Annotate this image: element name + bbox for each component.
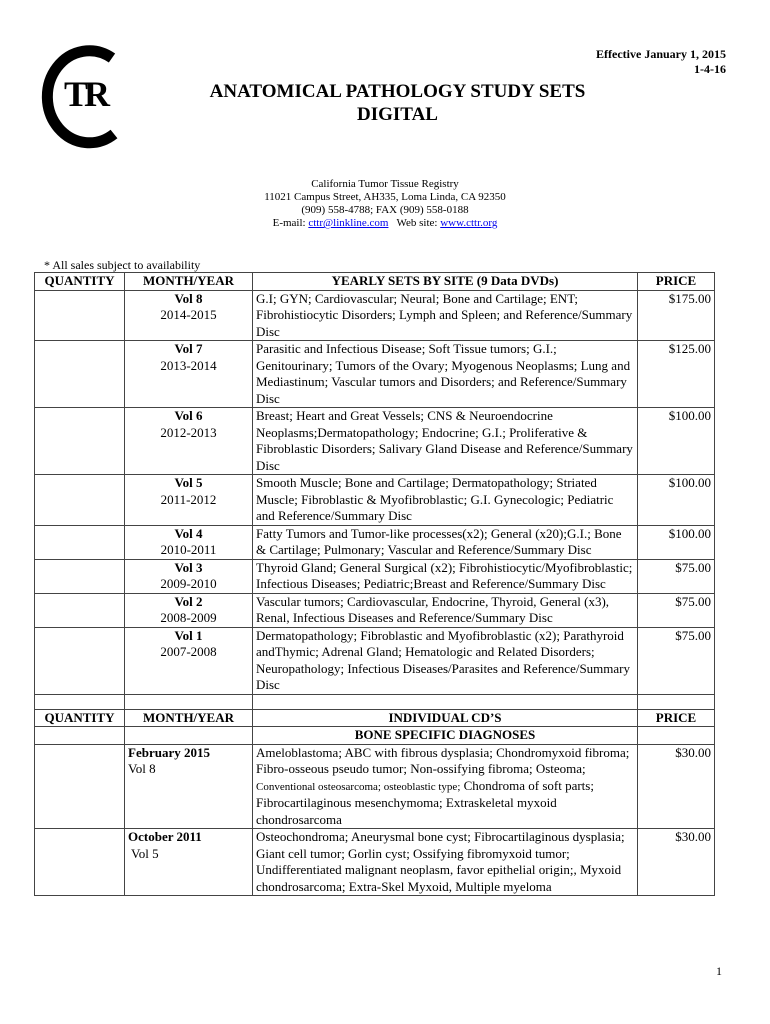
month-year-cell [125,829,253,896]
individual-cd-row [35,744,715,829]
spacer-cell [638,694,715,709]
yearly-set-row [35,559,715,593]
yearly-set-row [35,341,715,408]
price-cell: $100.00 [638,525,715,559]
month-year-cell [125,475,253,526]
category-heading: BONE SPECIFIC DIAGNOSES [253,727,638,745]
yearly-header-row [35,273,715,291]
volume-label: Vol 6 [174,408,203,423]
quantity-cell[interactable] [35,744,125,829]
effective-line: Effective January 1, 2015 [596,47,726,61]
set-description: Breast; Heart and Great Vessels; CNS & Neuroendocrine Neoplasms;Dermatopathology; Endocrine; G.I.; Proliferative & Fibroblastic Disorders; Salivary Gland Disease and Reference/Summary Disc [253,408,638,475]
release-month: October 2011 [128,829,202,844]
quantity-cell[interactable] [35,593,125,627]
year-range: 2007-2008 [160,644,217,659]
phone-fax: (909) 558-4788; FAX (909) 558-0188 [301,204,469,216]
individual-header-cell: MONTH/YEAR [125,709,253,727]
month-year-cell [125,290,253,341]
yearly-set-row [35,475,715,526]
year-range: 2013-2014 [160,357,217,373]
month-year-cell [125,627,253,694]
address-block [0,178,770,230]
yearly-set-row [35,408,715,475]
yearly-set-row [35,290,715,341]
website-link[interactable]: www.cttr.org [440,217,498,229]
effective-date [596,47,726,77]
month-year-cell [125,525,253,559]
volume-label: Vol 2 [174,593,203,609]
quantity-cell[interactable] [35,475,125,526]
yearly-set-row [35,627,715,694]
price-cell: $30.00 [638,744,715,829]
individual-header-row [35,709,715,727]
diagnoses-small-text: Conventional osteosarcoma; osteoblastic type; [256,780,461,793]
diagnoses-text-cont: Chondroma of soft parts; Fibrocartilaginous mesenchymoma; Extraskeletal myxoid chondrosarcoma [256,777,594,827]
volume-label: Vol 4 [174,525,203,541]
price-cell: $100.00 [638,475,715,526]
quantity-cell[interactable] [35,408,125,475]
year-range: 2014-2015 [160,307,217,322]
empty-cell [35,727,125,745]
empty-cell [638,727,715,745]
year-range: 2010-2011 [160,542,217,557]
spacer-cell [125,694,253,709]
individual-header-cell: PRICE [638,709,715,727]
quantity-cell[interactable] [35,559,125,593]
individual-header-cell: INDIVIDUAL CD’S [253,709,638,727]
year-range: 2012-2013 [160,424,217,440]
volume-label: Vol 7 [174,341,203,356]
page-title [0,80,770,126]
volume-label: Vol 8 [174,290,203,306]
set-description: Thyroid Gland; General Surgical (x2); Fibrohistiocytic/Myofibroblastic; Infectious Diseases; Pediatric;Breast and Reference/Summary Disc [253,559,638,593]
web-label: Web site: [396,217,438,229]
year-range: 2008-2009 [160,610,217,625]
quantity-cell[interactable] [35,341,125,408]
price-cell: $75.00 [638,559,715,593]
quantity-cell[interactable] [35,525,125,559]
month-year-cell [125,408,253,475]
set-description: Fatty Tumors and Tumor-like processes(x2); General (x20);G.I.; Bone & Cartilage; Pulmonary; Vascular and Reference/Summary Disc [253,525,638,559]
individual-cd-row [35,829,715,896]
price-table [34,272,715,896]
quantity-cell[interactable] [35,627,125,694]
quantity-cell[interactable] [35,290,125,341]
availability-note: * All sales subject to availability [44,258,201,272]
set-description: Vascular tumors; Cardiovascular, Endocrine, Thyroid, General (x3), Renal, Infectious Diseases and Reference/Summary Disc [253,593,638,627]
set-description: Dermatopathology; Fibroblastic and Myofibroblastic (x2); Parathyroid andThymic; Adrenal Gland; Hematologic and Related Disorders; Neuropathology; Infectious Diseases/Parasites and Reference/Summary Disc [253,627,638,694]
month-year-cell [125,559,253,593]
svg-text:R: R [84,74,110,114]
volume-label: Vol 8 [128,761,156,776]
volume-label: Vol 3 [174,559,203,575]
street-address: 11021 Campus Street, AH335, Loma Linda, CA 92350 [264,191,506,203]
email-label: E-mail: [272,217,306,229]
yearly-set-row [35,593,715,627]
page-number: 1 [716,964,722,978]
price-cell: $75.00 [638,627,715,694]
yearly-set-row [35,525,715,559]
price-table-body [35,273,715,896]
set-description: Parasitic and Infectious Disease; Soft Tissue tumors; G.I.; Genitourinary; Tumors of the Ovary; Myogenous Neoplasms; Lung and Mediastinum; Vascular tumors and Disorders; and Reference/Summary Disc [253,341,638,408]
set-description: G.I; GYN; Cardiovascular; Neural; Bone and Cartilage; ENT; Fibrohistiocytic Disorders; Lymph and Spleen; and Reference/Summary Disc [253,290,638,341]
diagnoses-text: Osteochondroma; Aneurysmal bone cyst; Fibrocartilaginous dysplasia; Giant cell tumor; Gorlin cyst; Ossifying fibromyxoid tumor; Undifferentiated malignant neoplasm, favor epithelial origin;, Myxoid chondrosarcoma; Extra-Skel Myxoid, Multiple myeloma [256,829,625,894]
quantity-cell[interactable] [35,829,125,896]
empty-cell [125,727,253,745]
yearly-header-cell: MONTH/YEAR [125,273,253,291]
title-line-1: ANATOMICAL PATHOLOGY STUDY SETS [209,81,586,102]
price-cell: $125.00 [638,341,715,408]
category-row [35,727,715,745]
price-cell: $100.00 [638,408,715,475]
contact-line [0,217,770,230]
revision-line: 1-4-16 [694,62,726,76]
email-link[interactable]: cttr@linkline.com [308,217,389,229]
volume-label: Vol 5 [128,845,159,861]
yearly-header-cell: YEARLY SETS BY SITE (9 Data DVDs) [253,273,638,291]
diagnoses-text: Ameloblastoma; ABC with fibrous dysplasia; Chondromyxoid fibroma; Fibro-osseous pseudo tumor; Non-ossifying fibroma; Osteoma; [256,744,630,776]
set-description: Smooth Muscle; Bone and Cartilage; Dermatopathology; Striated Muscle; Fibroblastic & Myofibroblastic; G.I. Gynecologic; Pediatric and Reference/Summary Disc [253,475,638,526]
price-cell: $75.00 [638,593,715,627]
release-month: February 2015 [128,744,210,760]
org-name: California Tumor Tissue Registry [311,178,459,190]
price-cell: $175.00 [638,290,715,341]
price-cell: $30.00 [638,829,715,896]
month-year-cell [125,593,253,627]
spacer-row [35,694,715,709]
spacer-cell [253,694,638,709]
svg-text:T: T [64,74,89,114]
spacer-cell [35,694,125,709]
title-line-2: DIGITAL [357,104,438,125]
volume-label: Vol 1 [174,627,203,643]
cd-description [253,744,638,829]
yearly-header-cell: PRICE [638,273,715,291]
month-year-cell [125,341,253,408]
year-range: 2011-2012 [160,491,217,507]
cd-description [253,829,638,896]
year-range: 2009-2010 [160,576,217,591]
individual-header-cell: QUANTITY [35,709,125,727]
yearly-header-cell: QUANTITY [35,273,125,291]
month-year-cell [125,744,253,829]
volume-label: Vol 5 [174,475,203,490]
